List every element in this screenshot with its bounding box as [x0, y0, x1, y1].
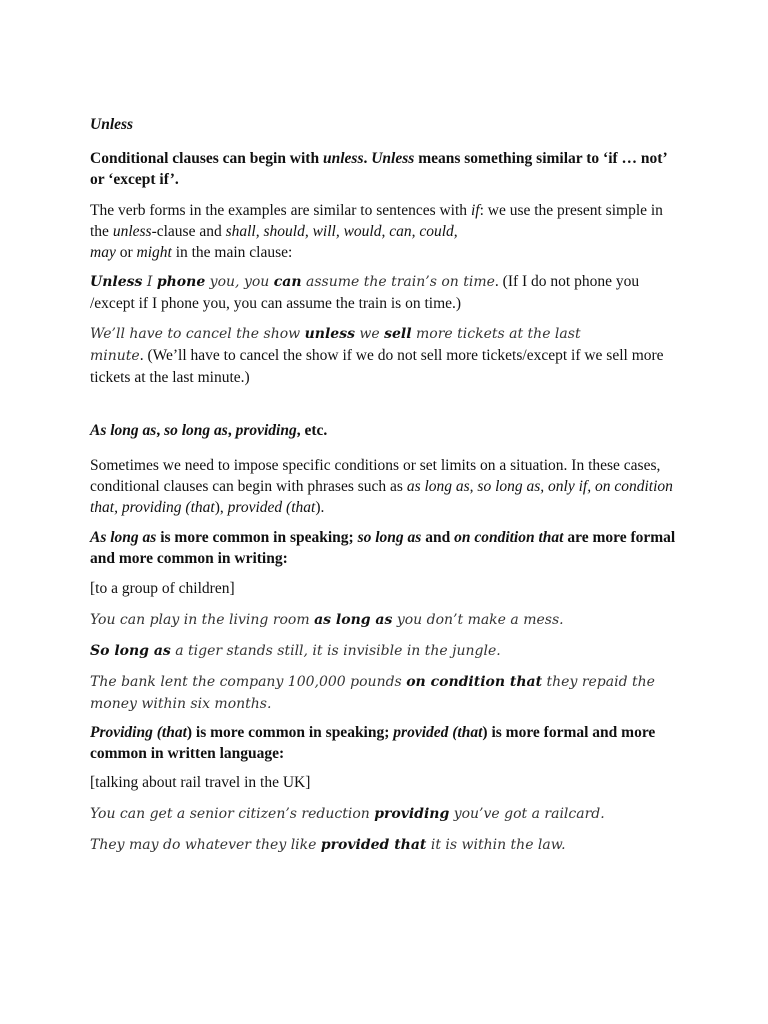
explanation: . (We’ll have to cancel the show if we do not sell more tickets/except if we sell more tickets at the last minute.) [90, 347, 664, 386]
example-text: you don’t make a mess. [392, 612, 564, 628]
paragraph-conditions [90, 455, 680, 518]
text: or [115, 244, 137, 261]
text: means something similar to ‘if … not’ or ‘except if’. [90, 150, 667, 188]
heading-unless [90, 114, 680, 135]
example-tiger [90, 640, 680, 662]
context-text: [to a group of children] [90, 580, 235, 597]
paragraph-speaking-writing [90, 527, 680, 569]
example-text: you, you [205, 274, 274, 290]
example-text: they repaid the money within six months. [90, 674, 655, 712]
keyword: phone [156, 274, 206, 290]
keyword: as long as [314, 612, 393, 628]
text: are more formal and more common in writing: [90, 529, 676, 567]
example-railcard [90, 803, 680, 825]
text: and [421, 529, 455, 546]
keyword: sell [384, 326, 412, 342]
text: ) is more formal and more common in written language: [90, 724, 656, 762]
example-text: We’ll have to cancel the show [90, 326, 305, 342]
heading-as-long-as [90, 420, 680, 441]
term: unless [322, 150, 364, 167]
text: Conditional clauses can begin with [90, 150, 323, 167]
example-text: You can get a senior citizen’s reduction [90, 806, 375, 822]
term: As long as [90, 422, 157, 439]
keyword: on condition that [406, 674, 543, 690]
text: . [363, 150, 372, 167]
text: ). [315, 499, 325, 516]
example-text: I [142, 274, 157, 290]
term: Providing (that [90, 724, 187, 741]
term: providing [235, 422, 297, 439]
keyword: provided that [320, 837, 427, 853]
text: , [227, 422, 236, 439]
text: in the main clause: [171, 244, 293, 261]
example-living-room [90, 609, 680, 631]
context-children [90, 578, 680, 599]
term: unless [112, 223, 152, 240]
example-text: more tickets at the last [411, 326, 581, 342]
paragraph-providing [90, 722, 680, 764]
term: may [90, 244, 116, 261]
text: ) is more common in speaking; [186, 724, 394, 741]
term: As long as [90, 529, 157, 546]
text: -clause and [151, 223, 226, 240]
example-text: you’ve got a railcard. [449, 806, 605, 822]
term: provided (that [227, 499, 316, 516]
term: so long as [164, 422, 228, 439]
keyword: So long as [90, 643, 171, 659]
keyword: Unless [90, 274, 143, 290]
example-text: we [354, 326, 385, 342]
example-law [90, 834, 680, 856]
context-text: [talking about rail travel in the UK] [90, 774, 311, 791]
example-unless-show [90, 323, 680, 388]
keyword: can [273, 274, 302, 290]
term: if [470, 202, 480, 219]
text: , etc. [296, 422, 328, 439]
term: Unless [371, 150, 415, 167]
example-text: minute [90, 348, 140, 364]
example-text: They may do whatever they like [90, 837, 321, 853]
keyword: unless [304, 326, 355, 342]
heading-text: Unless [90, 116, 134, 133]
text: : we use the present simple in the [90, 202, 663, 240]
example-text: You can play in the living room [90, 612, 315, 628]
example-text: assume the train’s on time [301, 274, 495, 290]
example-unless-phone [90, 271, 680, 314]
example-text: The bank lent the company 100,000 pounds [90, 674, 407, 690]
text: Sometimes we need to impose specific conditions or set limits on a situation. In these cases, conditional clauses can begin with phrases such as [90, 457, 661, 495]
paragraph-verb-forms [90, 200, 680, 263]
term: so long as [357, 529, 422, 546]
example-text: it is within the law. [426, 837, 566, 853]
example-bank [90, 671, 680, 715]
text: , [156, 422, 165, 439]
term: provided (that [393, 724, 483, 741]
term: shall, should, will, would, can, could, [225, 223, 458, 240]
term: as long as, so long as, only if, on condition that, providing (that [90, 478, 673, 516]
term: on condition that [454, 529, 564, 546]
keyword: providing [374, 806, 450, 822]
text: ), [214, 499, 228, 516]
text: is more common in speaking; [156, 529, 358, 546]
example-text: a tiger stands still, it is invisible in the jungle. [170, 643, 501, 659]
context-rail-travel [90, 772, 680, 793]
paragraph-unless-intro [90, 148, 680, 190]
term: might [136, 244, 172, 261]
text: The verb forms in the examples are similar to sentences with [90, 202, 471, 219]
explanation: . (If I do not phone you /except if I phone you, you can assume the train is on time.) [90, 273, 640, 312]
